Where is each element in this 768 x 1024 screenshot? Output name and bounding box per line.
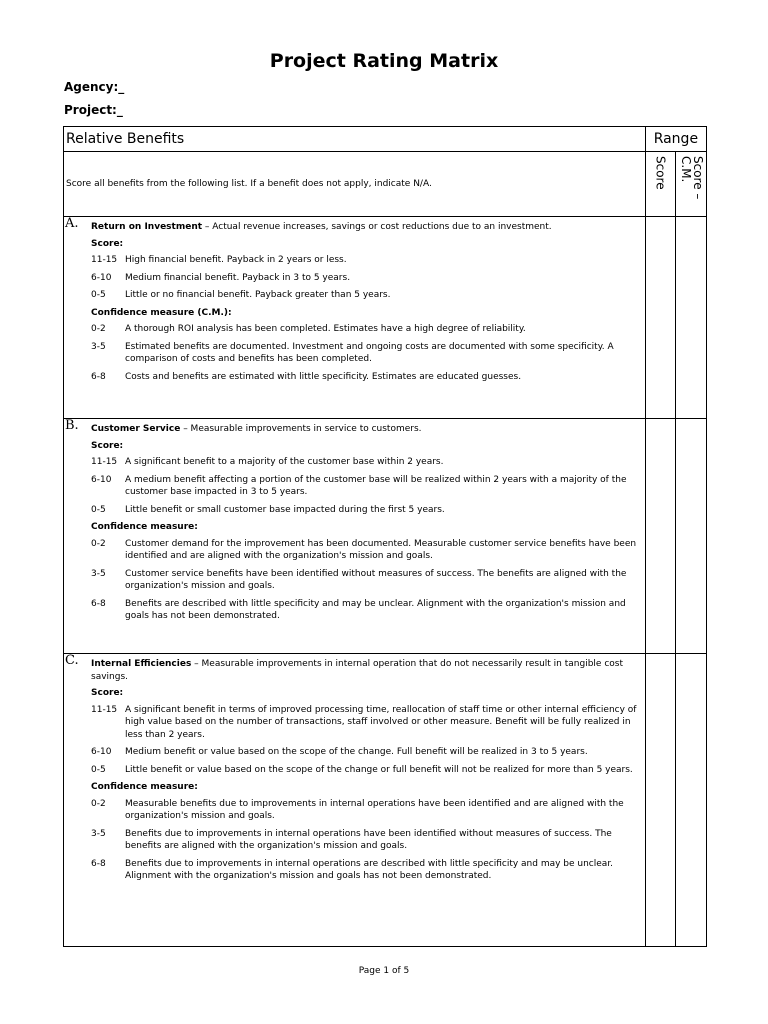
score-input-cell-c[interactable] xyxy=(645,654,676,947)
score-cm-column-header: Score – C.M. xyxy=(676,152,707,217)
score-cm-input-cell-c[interactable] xyxy=(676,654,707,947)
list-item: 0-2 Measurable benefits due to improvements in internal operations have been identified and are aligned with the organization's mission and goals. xyxy=(91,798,624,821)
list-item: 6-8 Costs and benefits are estimated with little specificity. Estimates are educated guesses. xyxy=(91,371,522,382)
list-item: 0-5 Little benefit or small customer base impacted during the first 5 years. xyxy=(91,504,445,515)
score-input-cell-b[interactable] xyxy=(645,419,676,654)
section-description: – Measurable improvements in service to customers. xyxy=(180,424,422,434)
list-item: 3-5 Estimated benefits are documented. Investment and ongoing costs are documented with some specificity. A comparison of costs and benefits has been completed. xyxy=(91,341,614,364)
score-input-cell-a[interactable] xyxy=(645,217,676,419)
page-number: Page 1 of 5 xyxy=(358,966,410,976)
score-label: Score: xyxy=(91,238,124,249)
section-return-on-investment xyxy=(64,217,646,419)
list-item: 11-15 A significant benefit in terms of improved processing time, reallocation of staff time or other internal efficiency of high value based on the number of transactions, staff involved or other measure. Benefit will be fully realized in less than 2 years. xyxy=(91,704,637,740)
section-letter: B. xyxy=(65,418,79,433)
list-item: 6-8 Benefits are described with little specificity and may be unclear. Alignment with the organization's mission and goals has not been demonstrated. xyxy=(91,598,626,621)
rating-matrix-table xyxy=(63,126,707,947)
list-item: 6-10 A medium benefit affecting a portion of the customer base will be realized within 2 years with a majority of the customer base impacted in 3 to 5 years. xyxy=(91,474,627,497)
section-row-a xyxy=(64,217,707,419)
section-title: Customer Service xyxy=(91,424,181,434)
score-cm-input-cell-b[interactable] xyxy=(676,419,707,654)
intro-instructions: Score all benefits from the following list. If a benefit does not apply, indicate N/A. xyxy=(64,152,646,217)
section-customer-service xyxy=(64,419,646,654)
list-item: 6-10 Medium benefit or value based on the scope of the change. Full benefit will be realized in 3 to 5 years. xyxy=(91,747,588,757)
section-description: – Actual revenue increases, savings or cost reductions due to an investment. xyxy=(202,222,552,232)
score-label: Score: xyxy=(91,688,124,698)
section-row-c xyxy=(64,654,707,947)
list-item: 3-5 Customer service benefits have been identified without measures of success. The benefits are aligned with the organization's mission and goals. xyxy=(91,568,627,591)
agency-label: Agency:_ xyxy=(64,80,125,94)
list-item: 0-5 Little or no financial benefit. Payback greater than 5 years. xyxy=(91,290,391,300)
section-letter: A. xyxy=(65,216,79,231)
score-cm-input-cell-a[interactable] xyxy=(676,217,707,419)
project-label: Project:_ xyxy=(64,103,123,117)
list-item: 3-5 Benefits due to improvements in internal operations have been identified without measures of success. The benefits are aligned with the organization's mission and goals. xyxy=(91,828,612,851)
range-header: Range xyxy=(645,127,706,152)
page-title: Project Rating Matrix xyxy=(269,50,499,72)
list-item: 0-2 Customer demand for the improvement has been documented. Measurable customer service benefits have been identified and are aligned with the organization's mission and goals. xyxy=(91,538,637,561)
section-title: Return on Investment xyxy=(91,222,203,232)
section-row-b xyxy=(64,419,707,654)
list-item: 0-2 A thorough ROI analysis has been completed. Estimates have a high degree of reliability. xyxy=(91,324,526,334)
section-title: Internal Efficiencies xyxy=(91,659,192,669)
list-item: 6-10 Medium financial benefit. Payback in 3 to 5 years. xyxy=(91,272,351,283)
score-label: Score: xyxy=(91,440,124,451)
list-item: 6-8 Benefits due to improvements in internal operations are described with little specificity and may be unclear. Alignment with the organization's mission and goals has not been demonstrated. xyxy=(91,858,614,881)
list-item: 11-15 A significant benefit to a majority of the customer base within 2 years. xyxy=(91,457,444,467)
section-description: – Measurable improvements in internal operation that do not necessarily result in tangible cost savings. xyxy=(91,659,623,682)
confidence-label: Confidence measure: xyxy=(91,522,198,532)
score-column-header: Score xyxy=(645,152,676,217)
list-item: 0-5 Little benefit or value based on the scope of the change or full benefit will not be realized for more than 5 years. xyxy=(91,764,633,775)
list-item: 11-15 High financial benefit. Payback in 2 years or less. xyxy=(91,255,347,265)
section-letter: C. xyxy=(65,653,79,668)
confidence-label: Confidence measure: xyxy=(91,782,198,792)
relative-benefits-header: Relative Benefits xyxy=(64,127,646,152)
confidence-label: Confidence measure (C.M.): xyxy=(91,307,232,318)
section-internal-efficiencies xyxy=(64,654,646,947)
